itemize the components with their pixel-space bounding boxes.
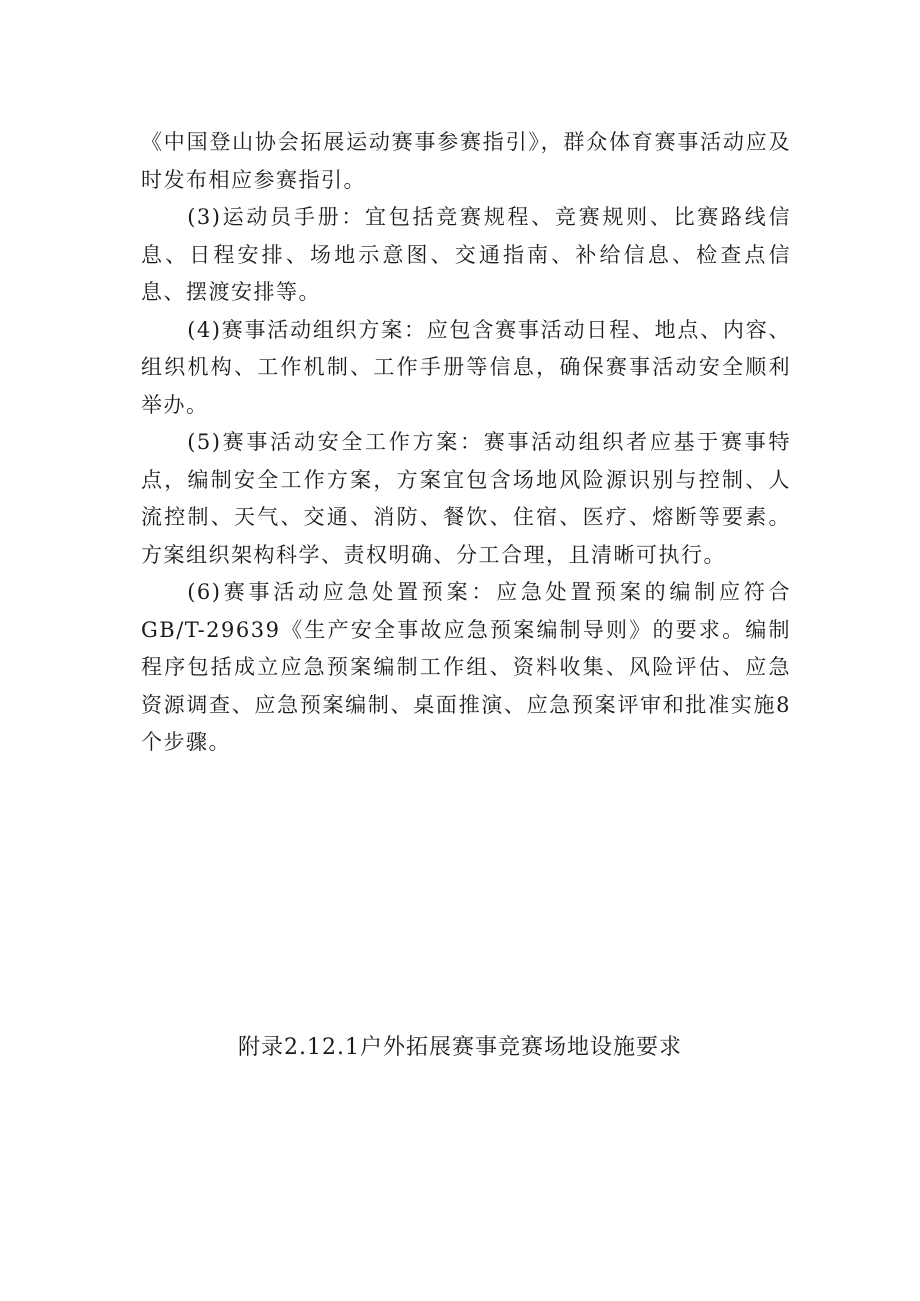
paragraph-safety-plan: (5)赛事活动安全工作方案：赛事活动组织者应基于赛事特点，编制安全工作方案，方案宜包含场地风险源识别与控制、人流控制、天气、交通、消防、餐饮、住宿、医疗、熔断等要素。方案组织架构科学、责权明确、分工合理，且清晰可执行。 [141, 430, 791, 567]
appendix-title: 附录2.12.1户外拓展赛事竞赛场地设施要求 [238, 1035, 682, 1060]
paragraph-participation-guide: 《中国登山协会拓展运动赛事参赛指引》，群众体育赛事活动应及时发布相应参赛指引。 [141, 130, 791, 192]
paragraph-organization-plan: (4)赛事活动组织方案：应包含赛事活动日程、地点、内容、组织机构、工作机制、工作手册等信息，确保赛事活动安全顺利举办。 [141, 317, 791, 417]
document-body [141, 124, 791, 762]
paragraph-athlete-handbook: (3)运动员手册：宜包括竞赛规程、竞赛规则、比赛路线信息、日程安排、场地示意图、交通指南、补给信息、检查点信息、摆渡安排等。 [141, 205, 791, 304]
paragraph-emergency-plan: (6)赛事活动应急处置预案：应急处置预案的编制应符合GB/T-29639《生产安全事故应急预案编制导则》的要求。编制程序包括成立应急预案编制工作组、资料收集、风险评估、应急资源调查、应急预案编制、桌面推演、应急预案评审和批准实施8个步骤。 [141, 580, 791, 754]
